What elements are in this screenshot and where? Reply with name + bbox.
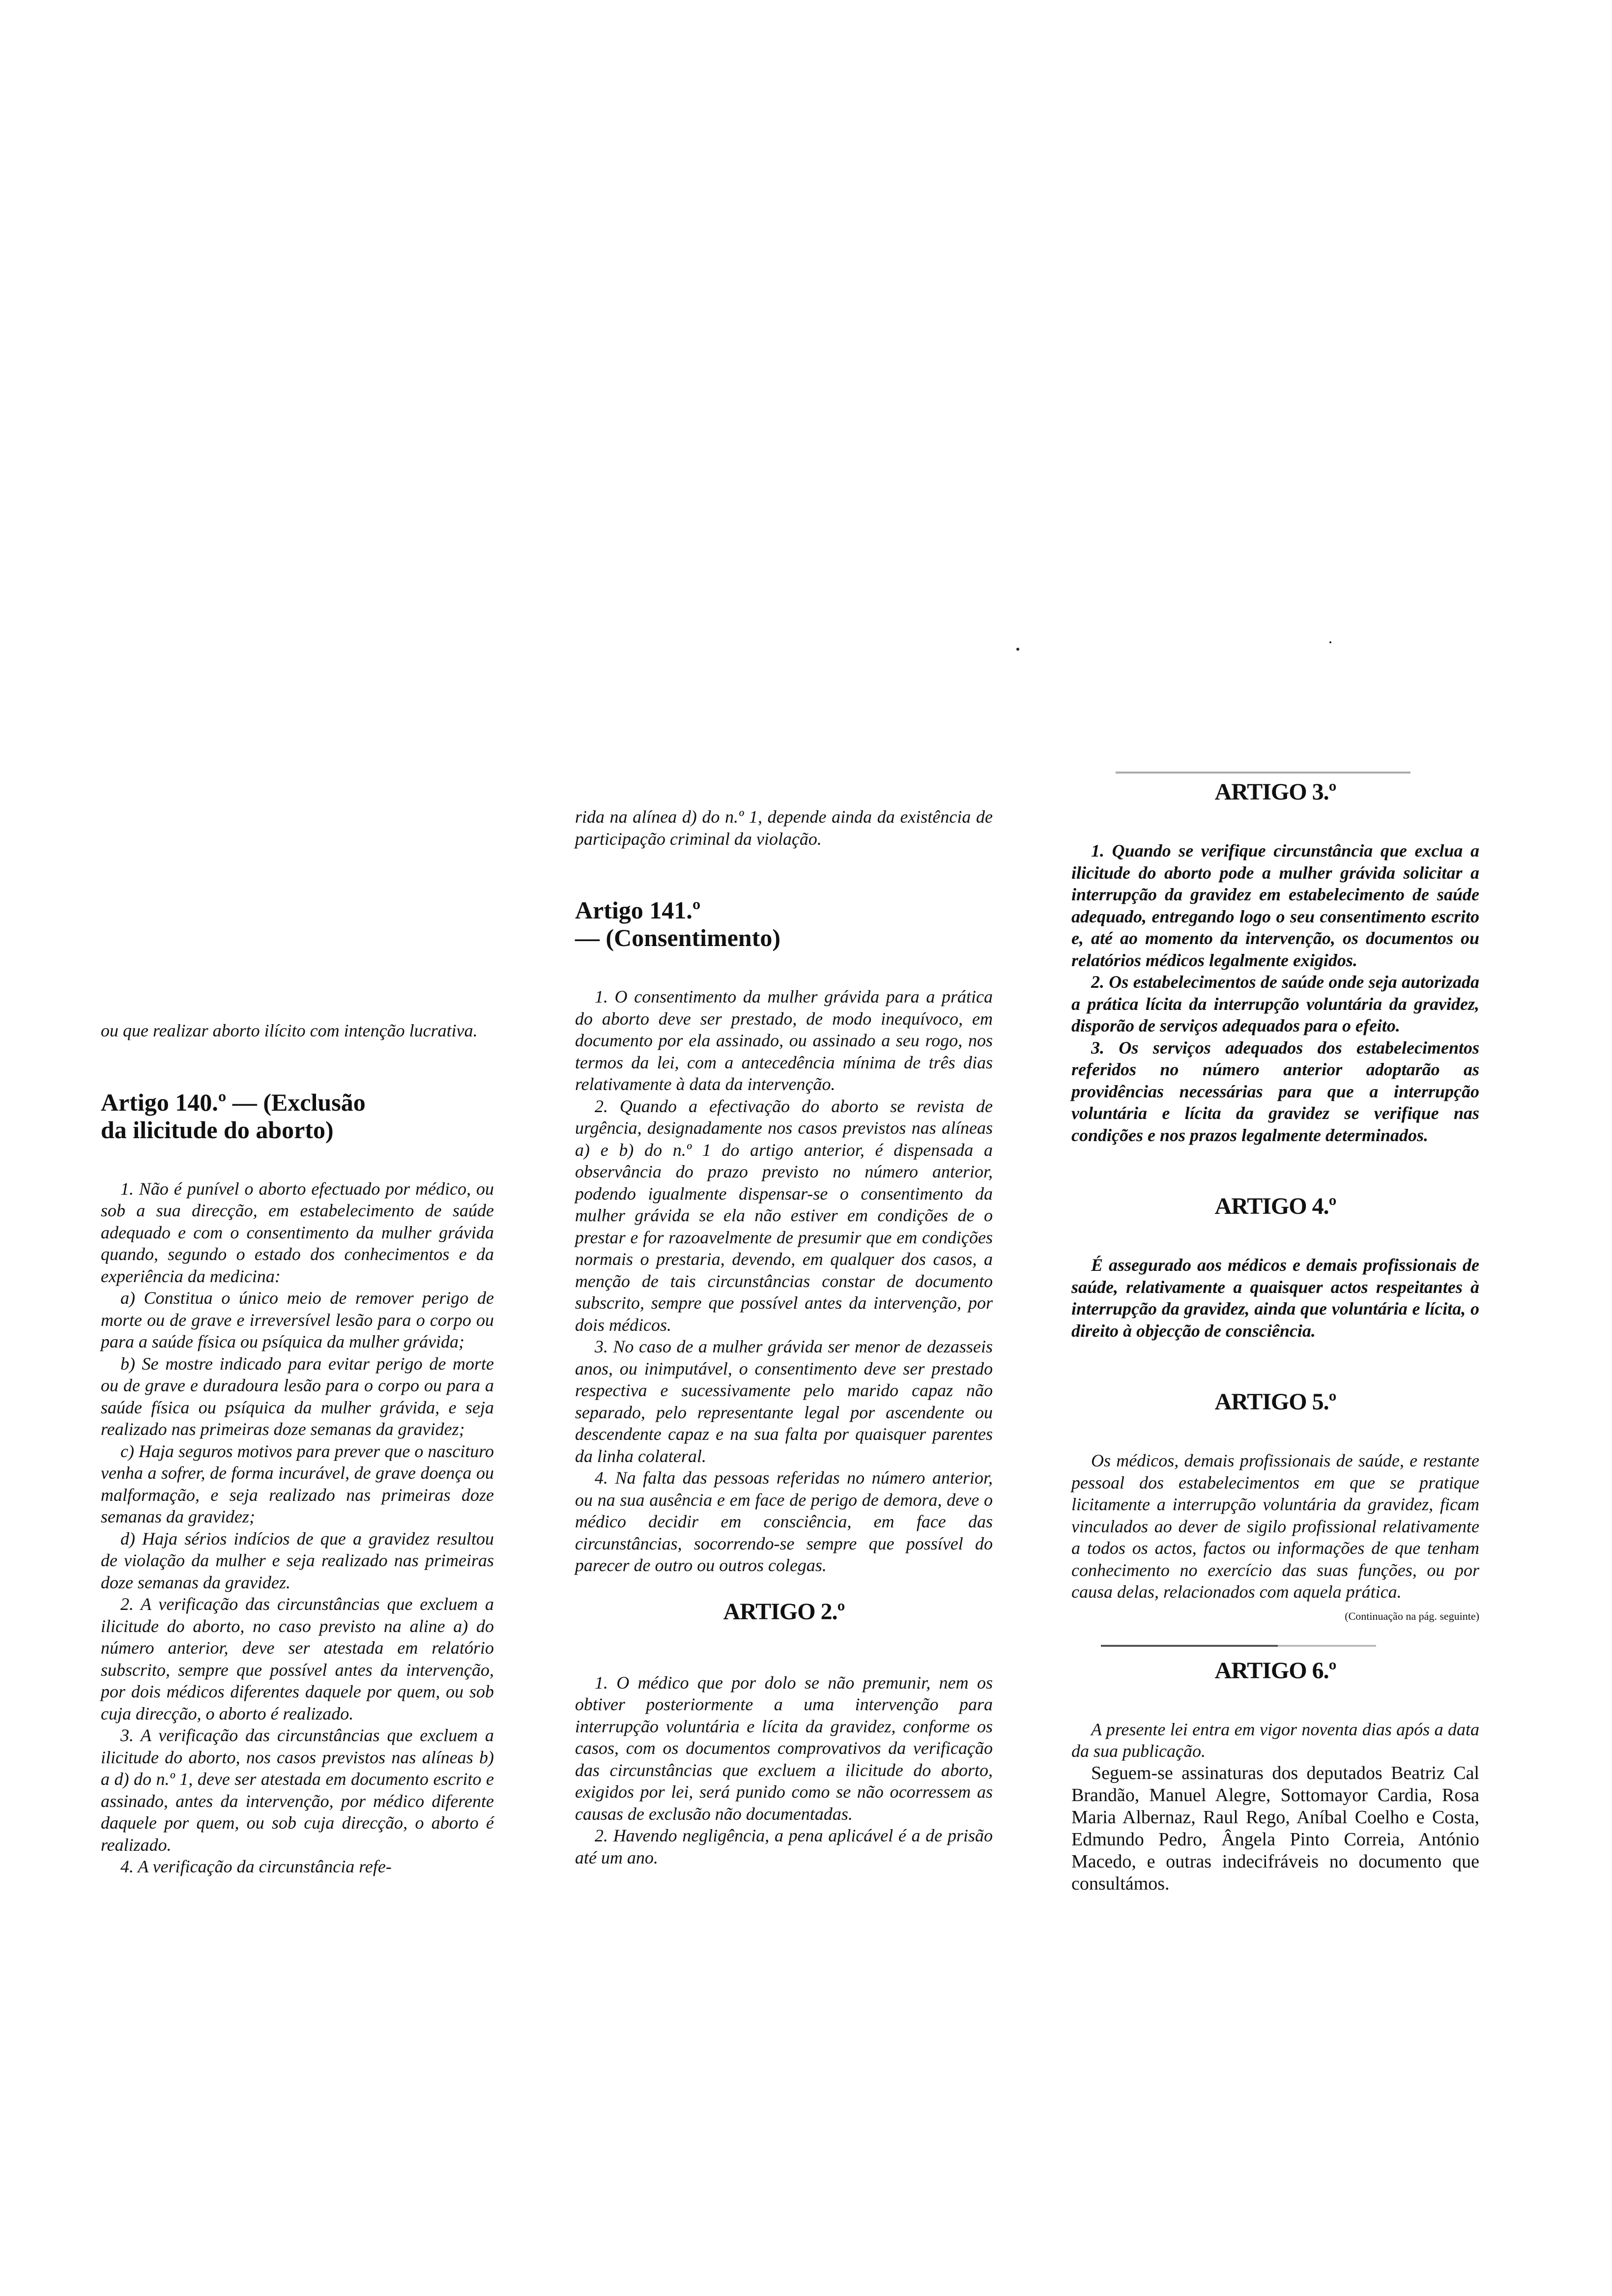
article-6-heading: ARTIGO 6.º (1214, 1657, 1336, 1684)
scan-noise-line (1116, 772, 1410, 774)
paragraph: 3. A verificação das circunstâncias que excluem a ilicitude do aborto, nos casos previstos nas alíneas b) a d) do n.º 1, deve ser atestada em documento escrito e assinado, antes da intervenção, por médico diferente daquele por quem, ou sob cuja direcção, o aborto é realizado. (101, 1725, 494, 1855)
paragraph: 2. Quando a efectivação do aborto se revista de urgência, designadamente nos casos previstos nas alíneas a) e b) do n.º 1 do artigo anterior, é dispensada a observância do prazo previsto no número anterior, podendo igualmente dispensar-se o consentimento da mulher grávida se ela não estiver em condições de o prestar e for razoavelmente de presumir que em condições normais o prestaria, devendo, em qualquer dos casos, a menção de tais circunstâncias constar de documento subscrito, sempre que possível antes da intervenção, por dois médicos. (575, 1096, 993, 1335)
scan-noise-divider (1071, 1623, 1479, 1657)
article-140-body (101, 1178, 494, 1878)
article-3-body (1071, 840, 1479, 1146)
article-4-heading: ARTIGO 4.º (1214, 1193, 1336, 1219)
paragraph: 2. A verificação das circunstâncias que excluem a ilicitude do aborto, no caso previsto na aline a) do número anterior, deve ser atestada em relatório subscrito, sempre que possível antes da intervenção, por dois médicos diferentes daquele por quem, ou sob cuja direcção, o aborto é realizado. (101, 1594, 494, 1723)
scan-speck (1329, 641, 1331, 643)
column-2 (575, 806, 993, 1868)
scan-noise-line (1278, 1645, 1376, 1647)
article-5-body (1071, 1450, 1479, 1623)
article-141-heading (575, 896, 993, 951)
paragraph: 1. O médico que por dolo se não premunir, nem os obtiver posteriormente a uma intervenção para interrupção voluntária e lícita da gravidez, conforme os casos, com os documentos comprovativos da verificação das circunstâncias que excluem a ilicitude do aborto, exigidos por lei, será punido como se não ocorressem as causas de exclusão não documentadas. (575, 1672, 993, 1824)
paragraph: 4. A verificação da circunstância refe- (120, 1857, 392, 1876)
lead-text: ou que realizar aborto ilícito com intenção lucrativa. (101, 1021, 478, 1040)
article-3-heading: ARTIGO 3.º (1214, 779, 1336, 805)
article-4-body (1071, 1254, 1479, 1342)
heading-line-2: — (Consentimento) (575, 924, 781, 951)
scan-noise-line (1101, 1645, 1278, 1647)
column-3 (1071, 767, 1479, 1895)
paragraph: 2. Havendo negligência, a pena aplicável é a de prisão até um ano. (575, 1826, 993, 1867)
paragraph: c) Haja seguros motivos para prever que o nascituro venha a sofrer, de forma incurável, de grave doença ou malformação, e seja realizado nas primeiras doze semanas da gravidez; (101, 1441, 494, 1526)
article-5-heading: ARTIGO 5.º (1214, 1389, 1336, 1415)
paragraph: b) Se mostre indicado para evitar perigo de morte ou de grave e duradoura lesão para o corpo ou para a saúde física ou psíquica da mulher grávida, e seja realizado nas primeiras doze semanas da gravidez; (101, 1353, 494, 1439)
paragraph: Os médicos, demais profissionais de saúde, e restante pessoal dos estabelecimentos em que se pratique licitamente a interrupção voluntária da gravidez, ficam vinculados ao dever de sigilo profissional relativamente a todos os actos, factos ou informações de que tenham conhecimento no exercício das suas funções, ou por causa delas, relacionados com aquela prática. (1071, 1451, 1479, 1602)
paragraph: 1. O consentimento da mulher grávida para a prática do aborto deve ser prestado, de modo inequívoco, em documento por ela assinado, ou assinado a seu rogo, nos termos da lei, com a antecedência mínima de três dias relativamente à data da intervenção. (575, 987, 993, 1094)
lead-text: rida na alínea d) do n.º 1, depende ainda da existência de participação criminal da violação. (575, 807, 993, 849)
article-6-body (1071, 1719, 1479, 1895)
article-2-heading: ARTIGO 2.º (723, 1598, 845, 1625)
paragraph: 3. Os serviços adequados dos estabelecimentos referidos no número anterior adoptarão as providências necessárias para que a interrupção voluntária e lícita da gravidez se verifique nas condições e nos prazos legalmente determinados. (1071, 1037, 1479, 1145)
scan-noise-top (1071, 767, 1479, 778)
paragraph: 4. Na falta das pessoas referidas no número anterior, ou na sua ausência e em face de perigo de demora, deve o médico decidir em consciência, em face das circunstâncias, socorrendo-se sempre que possível do parecer de outro ou outros colegas. (575, 1468, 993, 1575)
continuation-note: (Continuação na pág. seguinte) (1345, 1609, 1479, 1622)
article-2-body (575, 1672, 993, 1869)
column-1 (101, 1020, 494, 1878)
paragraph: d) Haja sérios indícios de que a gravidez resultou de violação da mulher e seja realizado nas primeiras doze semanas da gravidez. (101, 1528, 494, 1592)
paragraph: a) Constitua o único meio de remover perigo de morte ou de grave e irreversível lesão para o corpo ou para a saúde física ou psíquica da mulher grávida; (101, 1288, 494, 1351)
scan-speck (1016, 648, 1019, 651)
paragraph: 2. Os estabelecimentos de saúde onde seja autorizada a prática lícita da interrupção voluntária da gravidez, disporão de serviços adequados para o efeito. (1071, 972, 1479, 1035)
paragraph: A presente lei entra em vigor noventa dias após a data da sua publicação. (1071, 1719, 1479, 1761)
heading-line-1: Artigo 140.º — (Exclusão (101, 1088, 366, 1116)
paragraph: 1. Não é punível o aborto efectuado por médico, ou sob a sua direcção, em estabelecimento de saúde adequado e com o consentimento da mulher grávida quando, segundo o estado dos conhecimentos e da experiência da medicina: (101, 1178, 494, 1286)
paragraph: 3. No caso de a mulher grávida ser menor de dezasseis anos, ou inimputável, o consentimento deve ser prestado respectiva e sucessivamente pelo marido capaz não separado, pelo representante legal por ascendente ou descendente capaz e na sua falta por quaisquer parentes da linha colateral. (575, 1337, 993, 1466)
article-140-heading (101, 1089, 494, 1144)
heading-line-2: da ilicitude do aborto) (101, 1116, 334, 1144)
signatures-note: Seguem-se assinaturas dos deputados Beatriz Cal Brandão, Manuel Alegre, Sottomayor Cardia, Rosa Maria Albernaz, Raul Rego, Aníbal Coelho e Costa, Edmundo Pedro, Ângela Pinto Correia, António Macedo, e outras indecifráveis no documento que consultámos. (1071, 1762, 1479, 1894)
article-141-body (575, 986, 993, 1577)
paragraph: É assegurado aos médicos e demais profissionais de saúde, relativamente a quaisquer actos respeitantes à interrupção da gravidez, ainda que voluntária e lícita, o direito à objecção de consciência. (1071, 1255, 1479, 1341)
heading-line-1: Artigo 141.º (575, 896, 701, 924)
paragraph: 1. Quando se verifique circunstância que exclua a ilicitude do aborto pode a mulher grávida solicitar a interrupção da gravidez em estabelecimento de saúde adequado, entregando logo o seu consentimento escrito e, até ao momento da intervenção, os documentos ou relatórios médicos legalmente exigidos. (1071, 841, 1479, 970)
